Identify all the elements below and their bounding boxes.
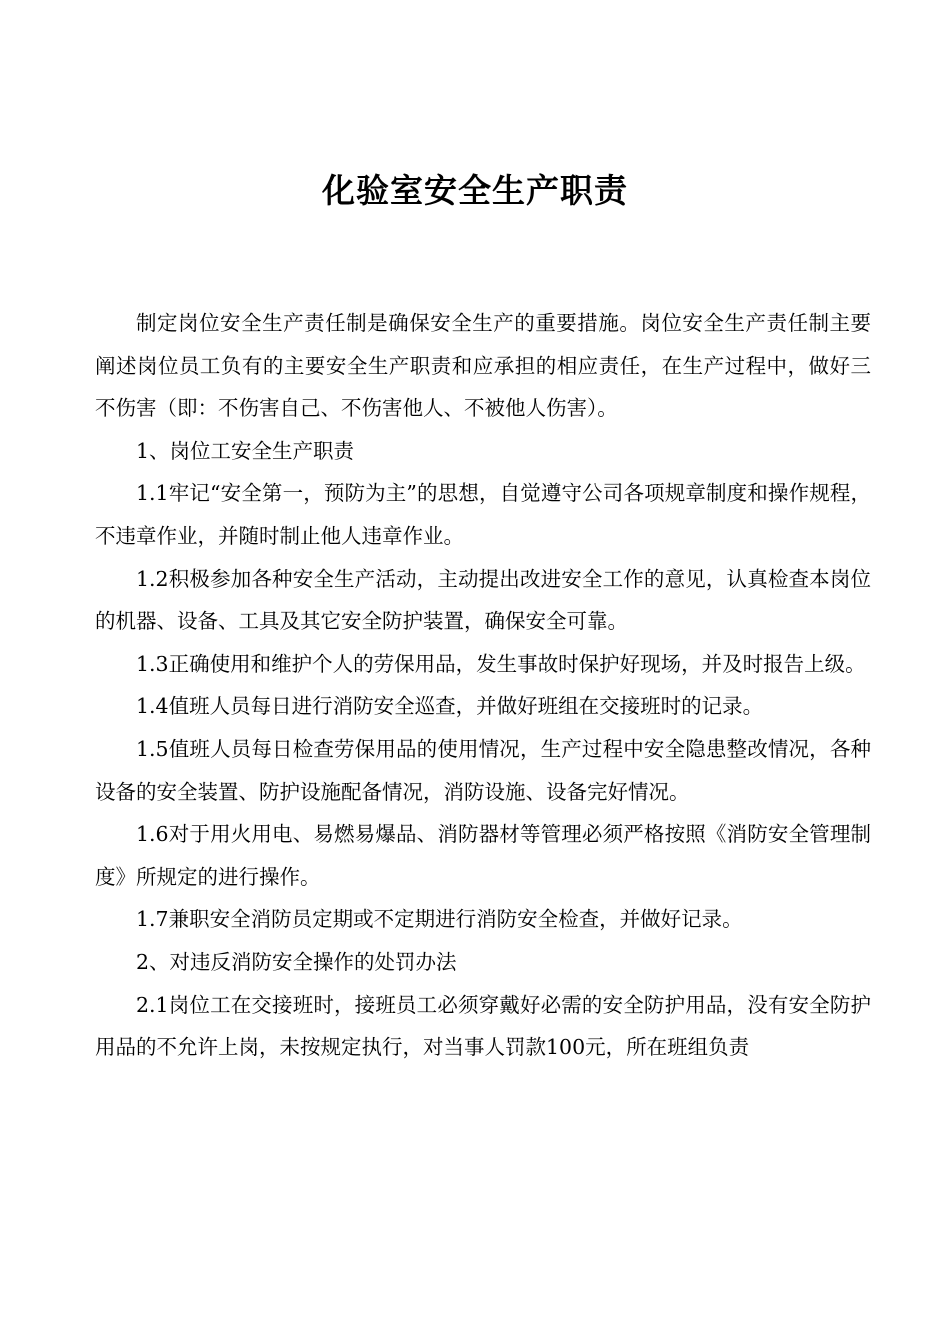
clause-1-3: 1.3正确使用和维护个人的劳保用品，发生事故时保护好现场，并及时报告上级。 [136, 651, 866, 676]
clause-1-5: 1.5值班人员每日检查劳保用品的使用情况，生产过程中安全隐患整改情况，各种设备的安全装置、防护设施配备情况，消防设施、设备完好情况。 [95, 736, 871, 804]
clause-1-1: 1.1牢记“安全第一，预防为主”的思想，自觉遵守公司各项规章制度和操作规程，不违章作业，并随时制止他人违章作业。 [95, 481, 871, 548]
clause-1-7: 1.7兼职安全消防员定期或不定期进行消防安全检查，并做好记录。 [136, 907, 743, 932]
section-heading-1: 1、岗位工安全生产职责 [136, 438, 355, 463]
intro-paragraph: 制定岗位安全生产责任制是确保安全生产的重要措施。岗位安全生产责任制主要阐述岗位员工负有的主要安全生产职责和应承担的相应责任，在生产过程中，做好三不伤害（即：不伤害自己、不伤害他人、不被他人伤害）。 [95, 311, 871, 421]
document-title: 化验室安全生产职责 [322, 171, 628, 210]
section-heading-2: 2、对违反消防安全操作的处罚办法 [136, 949, 457, 974]
document-body [95, 302, 871, 1069]
clause-1-4: 1.4值班人员每日进行消防安全巡查，并做好班组在交接班时的记录。 [136, 694, 764, 719]
clause-1-2: 1.2积极参加各种安全生产活动，主动提出改进安全工作的意见，认真检查本岗位的机器、设备、工具及其它安全防护装置，确保安全可靠。 [95, 566, 871, 634]
clause-1-6: 1.6对于用火用电、易燃易爆品、消防器材等管理必须严格按照《消防安全管理制度》所规定的进行操作。 [95, 822, 871, 889]
clause-2-1: 2.1岗位工在交接班时，接班员工必须穿戴好必需的安全防护用品，没有安全防护用品的不允许上岗，未按规定执行，对当事人罚款100元，所在班组负责 [95, 992, 871, 1060]
